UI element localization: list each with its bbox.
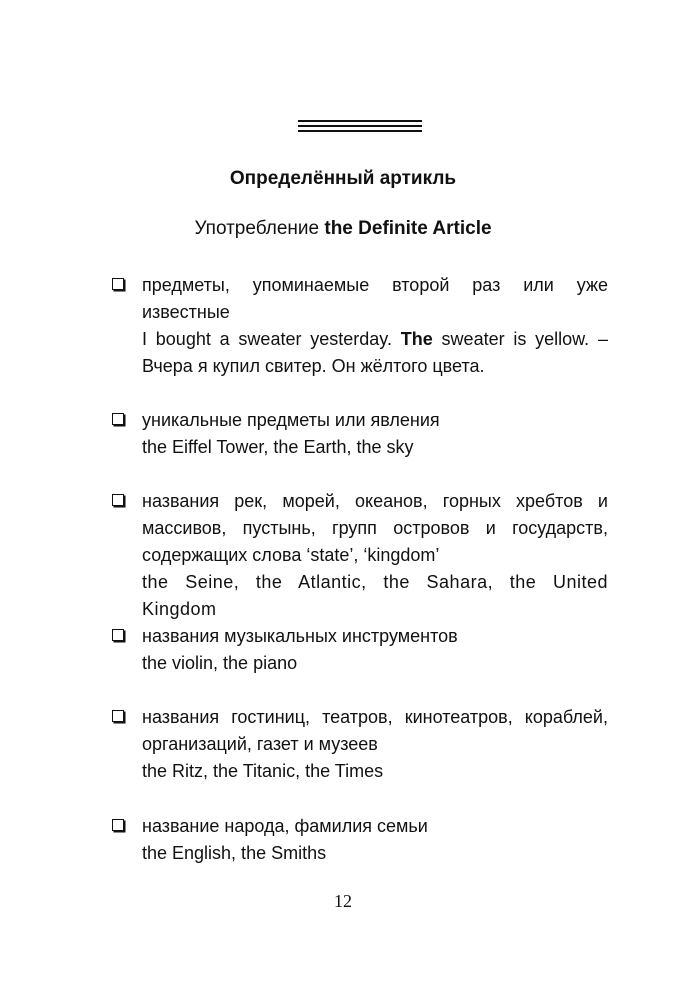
- rule-line: [298, 130, 422, 132]
- example-text: sweater is yellow. – Вчера я купил свитер. Он жёлтого цвета.: [142, 329, 608, 376]
- list-item: [112, 704, 608, 785]
- page-subtitle: [0, 216, 686, 242]
- checkbox-bullet-icon: [112, 629, 124, 641]
- item-example: [142, 326, 608, 380]
- checkbox-bullet-icon: [112, 413, 124, 425]
- list-item: [112, 623, 608, 677]
- page-title: Определённый артикль: [229, 168, 457, 189]
- item-example: the violin, the piano: [142, 653, 298, 673]
- list-item: [112, 813, 608, 867]
- rule-line: [298, 125, 422, 127]
- checkbox-bullet-icon: [112, 494, 124, 506]
- checkbox-bullet-icon: [112, 278, 124, 290]
- item-description: название народа, фамилия семьи: [142, 816, 428, 836]
- list-item: [112, 407, 608, 461]
- item-example: the Eiffel Tower, the Earth, the sky: [142, 437, 414, 457]
- checkbox-bullet-icon: [112, 710, 124, 722]
- example-text: I bought a sweater yesterday.: [142, 329, 401, 349]
- checkbox-bullet-icon: [112, 819, 124, 831]
- subtitle-bold: the Definite Article: [324, 218, 492, 239]
- list-item: [112, 488, 608, 623]
- subtitle-prefix: Употребление: [194, 218, 325, 239]
- item-description: названия гостиниц, театров, кинотеатров, кораблей, организаций, газет и музеев: [142, 707, 608, 754]
- item-description: предметы, упоминаемые второй раз или уже известные: [142, 275, 608, 322]
- example-bold: The: [400, 329, 433, 349]
- item-description: названия музыкальных инструментов: [142, 626, 458, 646]
- page-number: 12: [334, 891, 352, 911]
- item-example: the Seine, the Atlantic, the Sahara, the United Kingdom: [142, 572, 608, 619]
- decorative-rule: [298, 120, 422, 132]
- item-description: названия рек, морей, океанов, горных хребтов и массивов, пустынь, групп островов и государств, содержащих слова ‘state’, ‘kingdom’: [142, 491, 608, 565]
- item-example: the Ritz, the Titanic, the Times: [142, 761, 384, 781]
- list-item: [112, 272, 608, 380]
- item-description: уникальные предметы или явления: [142, 410, 440, 430]
- rule-line: [298, 120, 422, 122]
- item-example: the English, the Smiths: [142, 843, 327, 863]
